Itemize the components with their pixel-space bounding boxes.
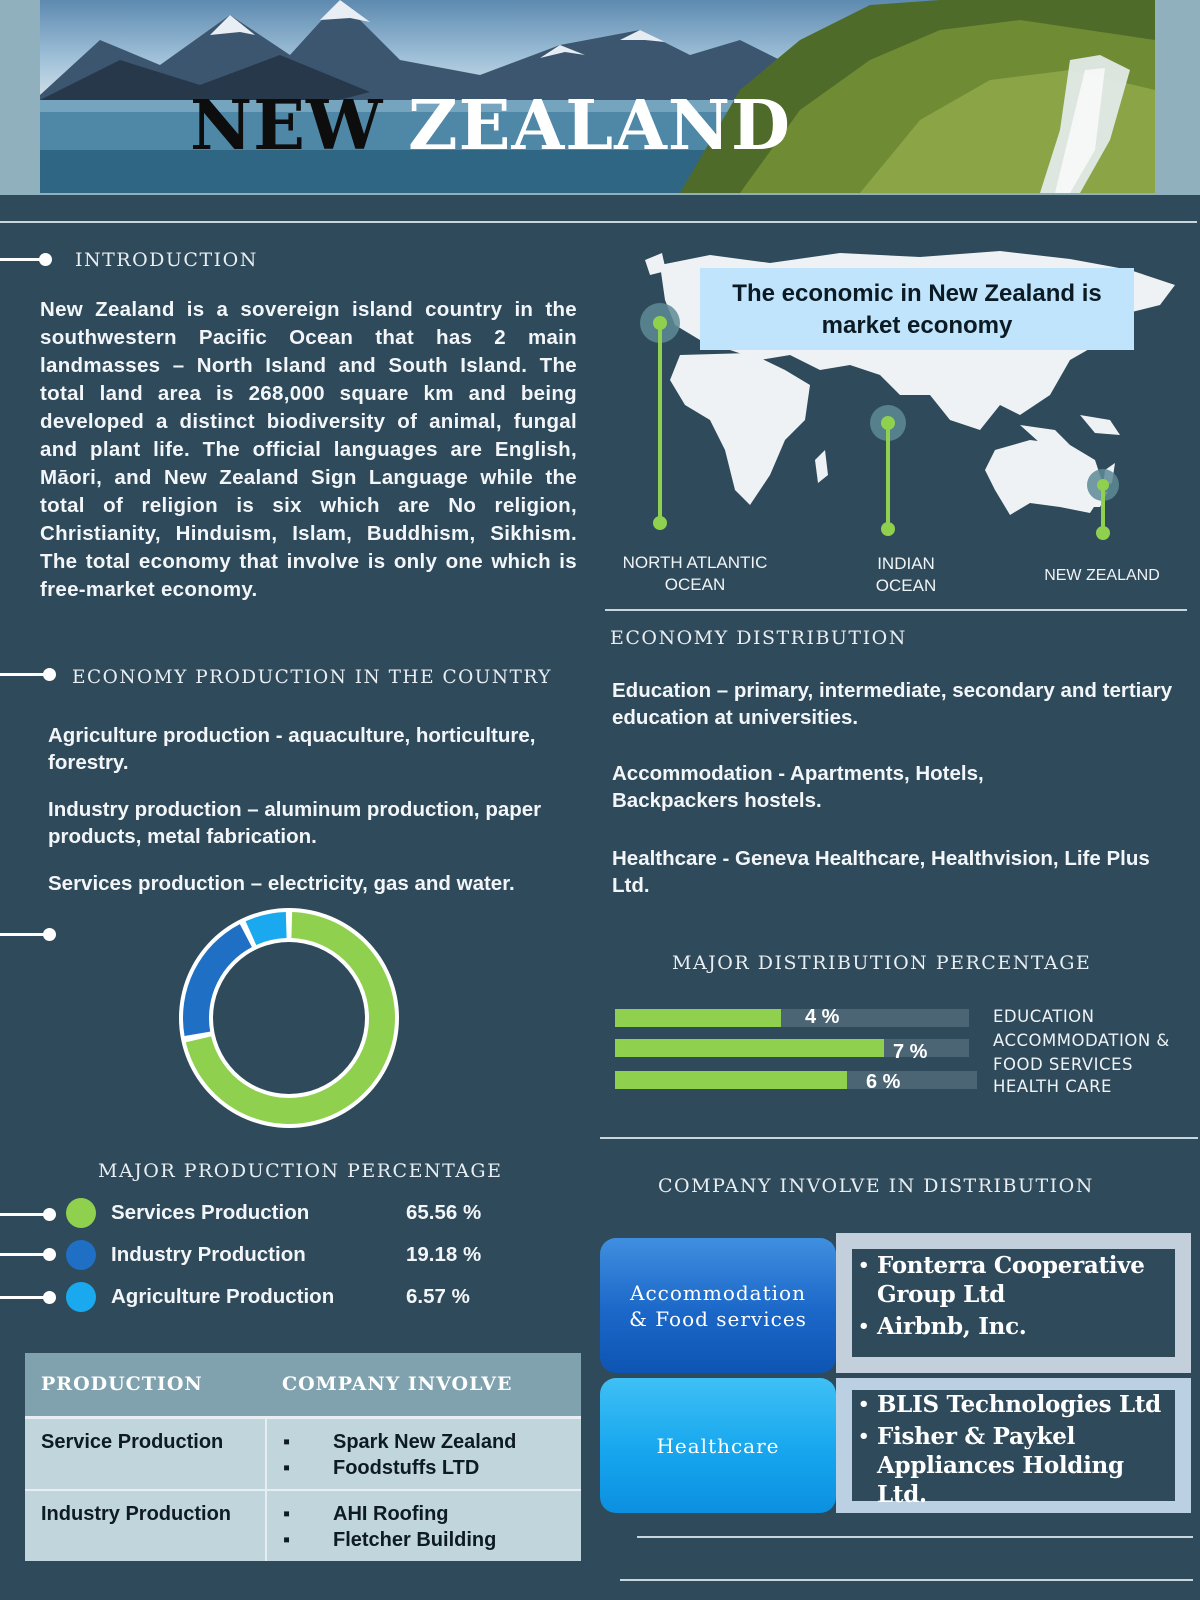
company-item [858, 1312, 1175, 1341]
bar-fill [615, 1039, 884, 1057]
legend-row-industry [0, 1240, 600, 1274]
distribution-item-healthcare: Healthcare - Geneva Healthcare, Healthvision, Life Plus Ltd. [612, 847, 1150, 897]
bullet-icon: ▪ [283, 1528, 291, 1551]
map-callout: The economic in New Zealand is market economy [700, 268, 1134, 350]
economy-distribution-heading: ECONOMY DISTRIBUTION [610, 627, 907, 649]
company-name: AHI Roofing [333, 1502, 449, 1525]
production-item-industry: Industry production – aluminum production, paper products, metal fabrication. [48, 798, 542, 848]
table-row [25, 1490, 581, 1561]
bullet-icon: ▪ [283, 1456, 291, 1479]
legend-value: 65.56 % [406, 1201, 482, 1224]
bullet-icon: ▪ [283, 1430, 291, 1453]
legend-label: Industry Production [111, 1243, 306, 1266]
map-label-line: NEW ZEALAND [1044, 567, 1160, 584]
distribution-percentage-heading: MAJOR DISTRIBUTION PERCENTAGE [672, 952, 1092, 974]
map-label-line: NORTH ATLANTIC [622, 553, 768, 572]
divider-bars [600, 1137, 1198, 1139]
table-cell-production: Industry Production [25, 1490, 266, 1561]
legend-pin [0, 1296, 50, 1299]
legend-value: 6.57 % [406, 1285, 470, 1308]
distribution-item-accommodation: Accommodation - Apartments, Hotels, Backpackers hostels. [612, 762, 984, 812]
bullet-icon: ▪ [283, 1502, 291, 1525]
production-item-services: Services production – electricity, gas and water. [48, 872, 515, 895]
table-cell-production: Service Production [25, 1417, 266, 1490]
legend-dot-industry [66, 1240, 96, 1270]
company-distribution-heading: COMPANY INVOLVE IN DISTRIBUTION [658, 1175, 1094, 1197]
map-label-north-atlantic [612, 552, 778, 596]
company-name: Foodstuffs LTD [333, 1456, 480, 1479]
bar-label-health-care: HEALTH CARE [993, 1077, 1112, 1096]
company-name: Spark New Zealand [333, 1430, 517, 1453]
legend-value: 19.18 % [406, 1243, 482, 1266]
company-name: BLIS Technologies Ltd [877, 1391, 1161, 1418]
company-list-panel [852, 1390, 1175, 1508]
map-label-indian-ocean [856, 553, 956, 597]
table-header-row [25, 1353, 581, 1417]
bar-percentage: 6 % [866, 1071, 901, 1093]
africa-shape [670, 353, 810, 505]
bullet-icon: • [858, 1394, 870, 1415]
distribution-item-education: Education – primary, intermediate, secondary and tertiary education at universities. [612, 679, 1173, 729]
bar-education [615, 1006, 969, 1028]
company-bullet-item [283, 1429, 565, 1455]
divider-top [0, 221, 1197, 223]
company-list-accommodation [836, 1233, 1191, 1373]
table-header: PRODUCTION [25, 1353, 266, 1417]
company-name: Fisher & Paykel Appliances Holding Ltd. [877, 1423, 1124, 1508]
divider-map [605, 609, 1187, 611]
category-healthcare [600, 1378, 836, 1513]
company-name: Airbnb, Inc. [877, 1313, 1027, 1340]
bar-healthcare [615, 1071, 977, 1093]
pin-donut [0, 933, 50, 936]
legend-label: Agriculture Production [111, 1285, 335, 1308]
company-name: Fonterra Cooperative Group Ltd [877, 1252, 1145, 1308]
bar-percentage: 7 % [893, 1041, 928, 1063]
pin-indian-ocean [870, 405, 906, 536]
category-accommodation-food [600, 1238, 836, 1373]
legend-dot-agriculture [66, 1282, 96, 1312]
legend-pin [0, 1213, 50, 1216]
table-row [25, 1417, 581, 1490]
table-cell-companies [266, 1490, 581, 1561]
map-label-line: INDIAN [877, 554, 935, 573]
legend-row-services [0, 1198, 600, 1232]
category-label: Healthcare [656, 1433, 780, 1458]
bar-label-education: EDUCATION [993, 1007, 1095, 1026]
legend-label: Services Production [111, 1201, 310, 1224]
bar-fill [615, 1071, 847, 1089]
table-cell-companies [266, 1417, 581, 1490]
bar-percentage: 4 % [805, 1006, 840, 1028]
company-bullet-item [283, 1527, 565, 1553]
bullet-icon: • [858, 1426, 870, 1447]
company-bullet-item [283, 1455, 565, 1481]
title-word-zealand: ZEALAND [408, 86, 791, 166]
map-label-line: OCEAN [875, 576, 937, 595]
production-table [25, 1353, 581, 1561]
economy-production-heading: ECONOMY PRODUCTION IN THE COUNTRY [72, 667, 552, 688]
bullet-icon: • [858, 1255, 870, 1276]
company-bullet-item [283, 1501, 565, 1527]
header-banner [40, 0, 1155, 193]
table-header: COMPANY INVOLVE [266, 1353, 581, 1417]
map-label-new-zealand [1042, 565, 1162, 587]
page-title [190, 86, 791, 166]
title-word-new: NEW [190, 86, 384, 166]
legend-pin [0, 1253, 50, 1256]
bullet-icon: • [858, 1316, 870, 1337]
company-list-healthcare [836, 1378, 1191, 1513]
pin-economy-production [0, 673, 50, 676]
company-list-panel [852, 1249, 1175, 1357]
pin-introduction [0, 258, 46, 261]
introduction-heading: INTRODUCTION [75, 249, 258, 271]
legend-dot-services [66, 1198, 96, 1228]
bar-label-accommodation: ACCOMMODATION & [993, 1031, 1170, 1050]
australia-shape [985, 440, 1105, 515]
production-percentage-heading: MAJOR PRODUCTION PERCENTAGE [98, 1160, 503, 1182]
donut-hole [213, 942, 365, 1094]
bar-label-food-services: FOOD SERVICES [993, 1055, 1133, 1074]
company-item [858, 1422, 1175, 1509]
introduction-body: New Zealand is a sovereign island country in the southwestern Pacific Ocean that has 2 main landmasses – North Island and South Island. The total land area is 268,000 square km and being developed a distinct biodiversity of animal, fungal and plant life. The official languages are English, Māori, and New Zealand Sign Language while the total of religion is six which are No religion, Christianity, Hinduism, Islam, Buddhism, Sikhism. The total economy that involve is only one which is free-market economy. [40, 298, 577, 601]
company-item [858, 1390, 1175, 1419]
divider-bottom-2 [620, 1579, 1193, 1581]
map-label-line: OCEAN [664, 575, 726, 594]
company-name: Fletcher Building [333, 1528, 497, 1551]
production-item-agriculture: Agriculture production - aquaculture, horticulture, forestry. [48, 724, 536, 774]
bar-accommodation [615, 1039, 969, 1063]
pin-north-atlantic [640, 303, 680, 530]
production-donut-chart [174, 903, 404, 1133]
category-label: Accommodation & Food services [629, 1280, 807, 1331]
divider-bottom-1 [637, 1536, 1193, 1538]
legend-row-agriculture [0, 1282, 600, 1316]
bar-fill [615, 1009, 781, 1027]
company-item [858, 1251, 1175, 1309]
